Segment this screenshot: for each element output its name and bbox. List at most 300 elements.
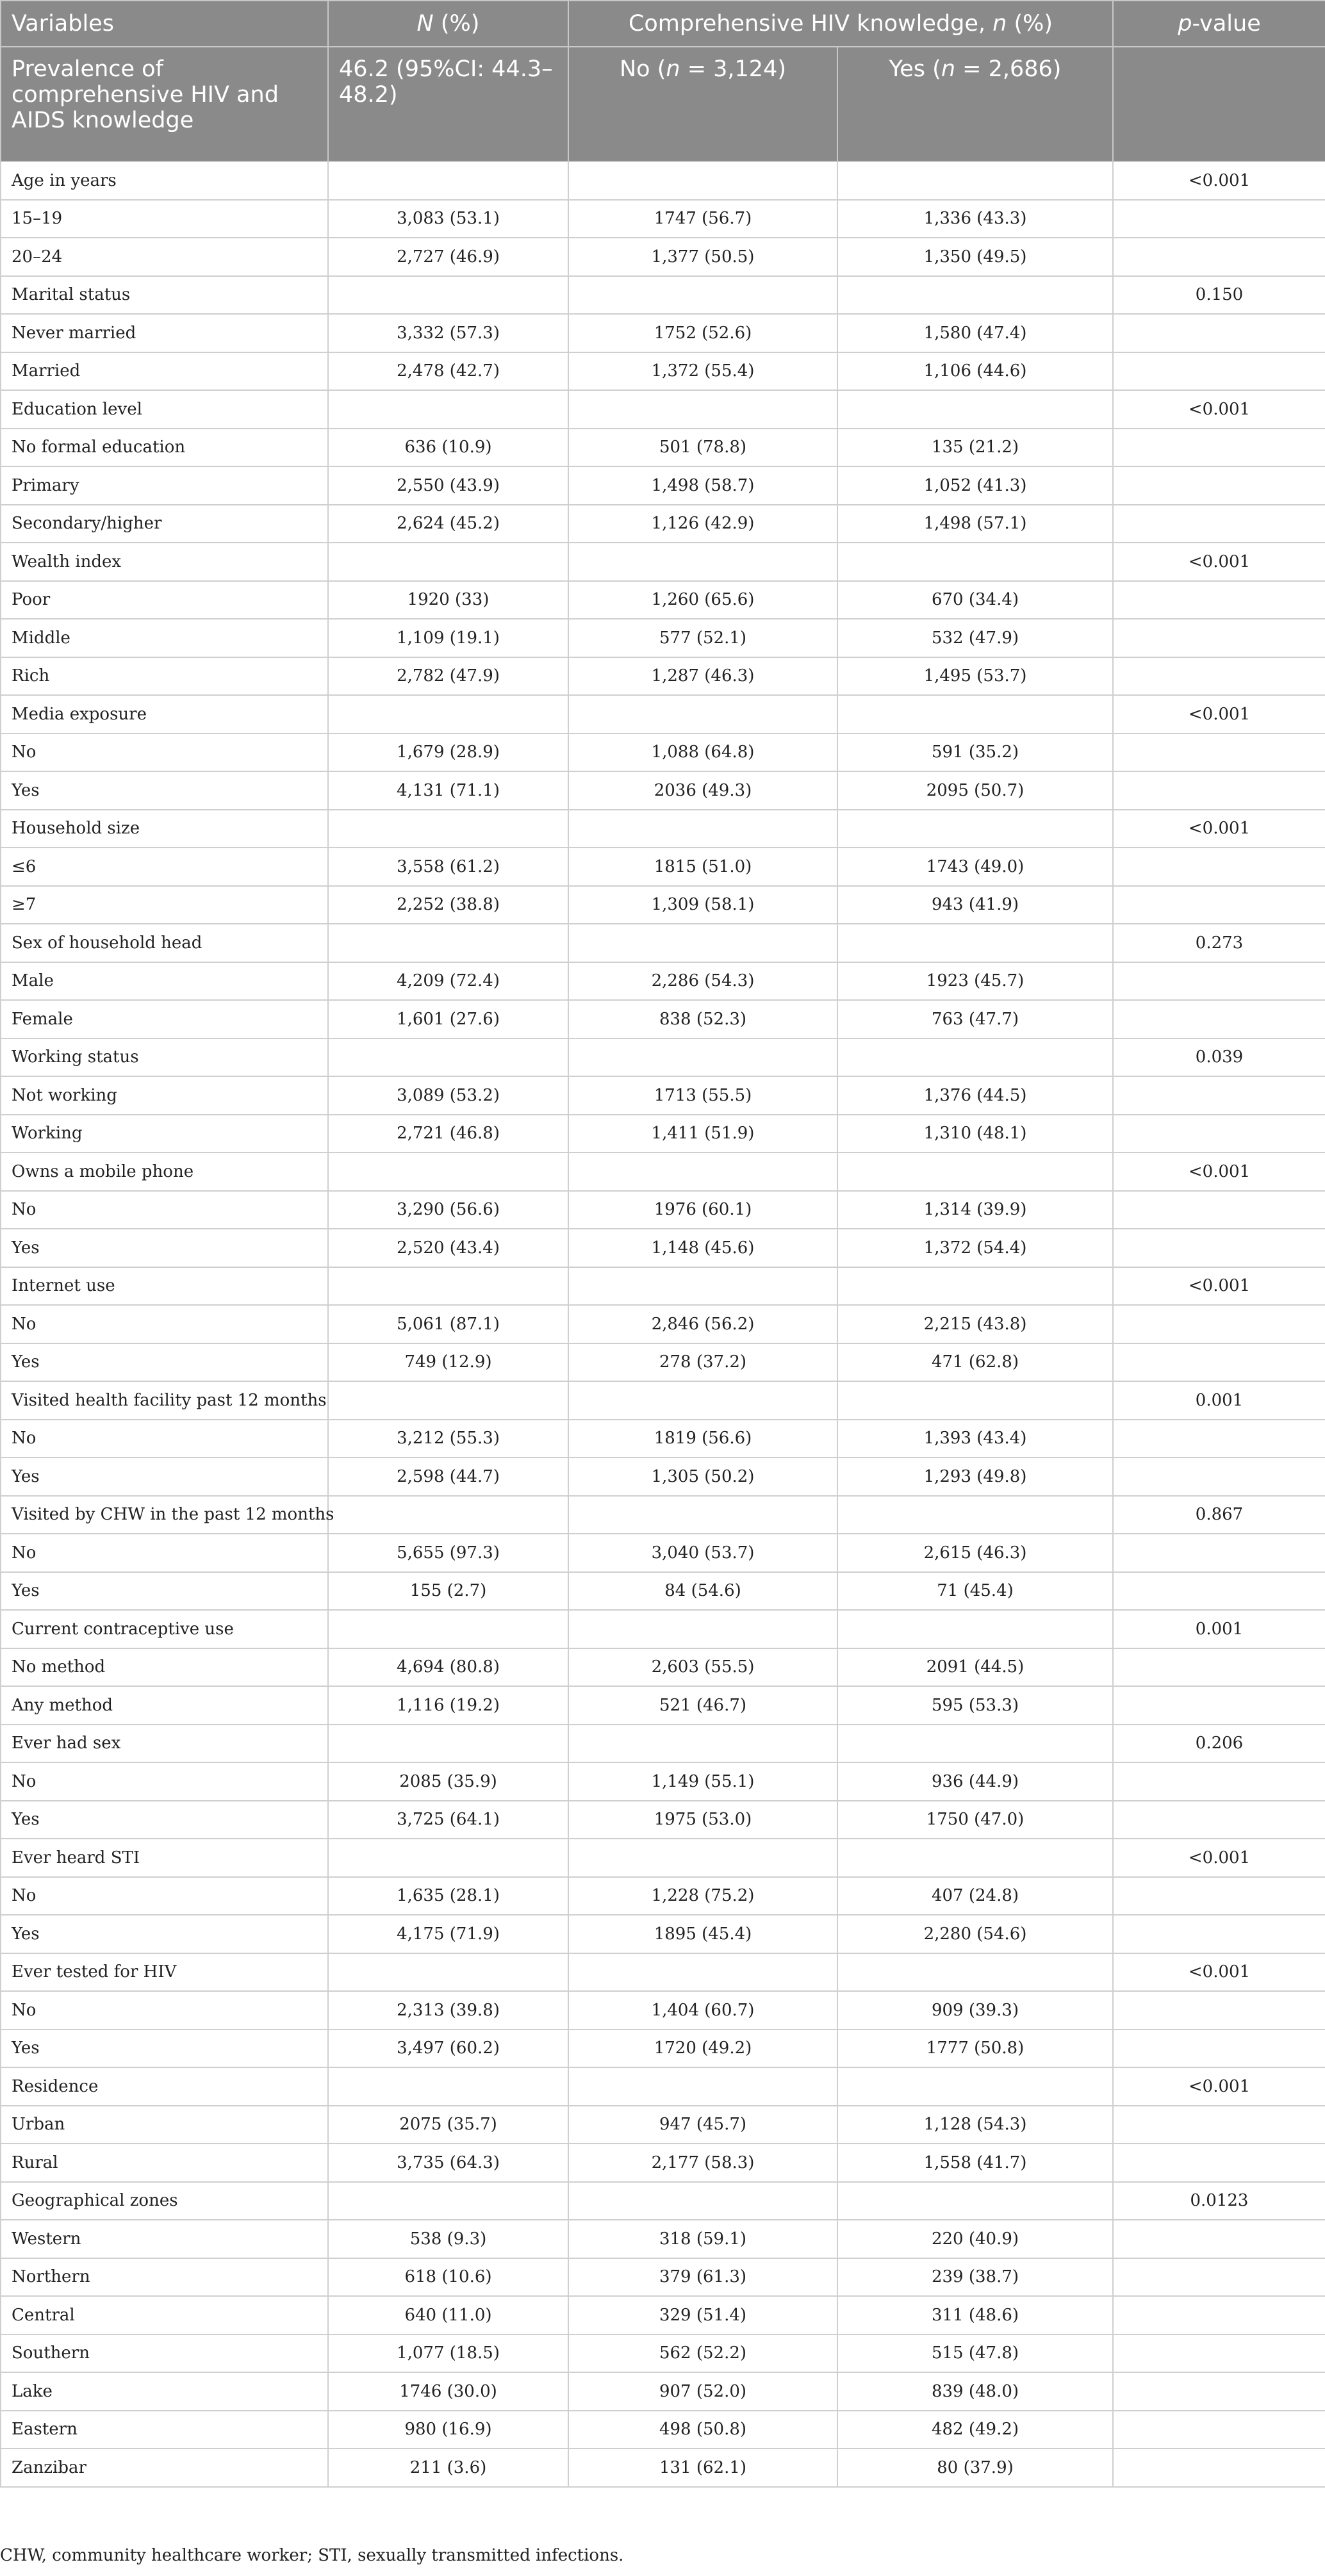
table-row bbox=[1, 1038, 1325, 1077]
table-footnote: CHW, community healthcare worker; STI, sexually transmitted infections. bbox=[0, 2546, 624, 2565]
cell-variable: Sex of household head bbox=[1, 924, 328, 962]
cell-variable: Geographical zones bbox=[1, 2182, 328, 2220]
cell-variable: No bbox=[1, 1762, 328, 1801]
cell-variable: Yes bbox=[1, 1572, 328, 1611]
table-row bbox=[1, 771, 1325, 810]
cell-variable: Female bbox=[1, 1000, 328, 1038]
cell-knowledge-yes: 1,498 (57.1) bbox=[837, 505, 1113, 543]
cell-knowledge-yes bbox=[837, 1953, 1113, 1992]
cell-knowledge-no: 1,088 (64.8) bbox=[568, 734, 837, 772]
cell-n-percent: 3,497 (60.2) bbox=[328, 2030, 568, 2068]
cell-knowledge-yes bbox=[837, 1153, 1113, 1191]
cell-p-value: <0.001 bbox=[1113, 1953, 1325, 1992]
cell-variable: No bbox=[1, 1877, 328, 1916]
cell-knowledge-no bbox=[568, 1725, 837, 1763]
cell-knowledge-yes: 1,393 (43.4) bbox=[837, 1420, 1113, 1458]
cell-n-percent: 4,694 (80.8) bbox=[328, 1648, 568, 1687]
cell-knowledge-yes: 1923 (45.7) bbox=[837, 962, 1113, 1001]
cell-p-value bbox=[1113, 1801, 1325, 1839]
cell-n-percent: 2,313 (39.8) bbox=[328, 1991, 568, 2030]
cell-variable: Rich bbox=[1, 657, 328, 696]
cell-knowledge-yes: 1777 (50.8) bbox=[837, 2030, 1113, 2068]
prevalence-label: Prevalence of comprehensive HIV and AIDS knowledge bbox=[1, 47, 328, 161]
cell-variable: Not working bbox=[1, 1076, 328, 1115]
table-row bbox=[1, 695, 1325, 734]
table-row bbox=[1, 1534, 1325, 1572]
cell-n-percent: 3,725 (64.1) bbox=[328, 1801, 568, 1839]
table-row bbox=[1, 962, 1325, 1001]
cell-p-value bbox=[1113, 238, 1325, 276]
cell-p-value: <0.001 bbox=[1113, 695, 1325, 734]
cell-variable: Residence bbox=[1, 2067, 328, 2106]
cell-knowledge-yes bbox=[837, 390, 1113, 429]
cell-variable: Yes bbox=[1, 1915, 328, 1953]
cell-knowledge-yes: 763 (47.7) bbox=[837, 1000, 1113, 1038]
table-row bbox=[1, 1305, 1325, 1343]
cell-n-percent: 538 (9.3) bbox=[328, 2220, 568, 2258]
header-empty-cell bbox=[1113, 47, 1325, 161]
cell-n-percent: 3,332 (57.3) bbox=[328, 314, 568, 352]
cell-p-value bbox=[1113, 1229, 1325, 1267]
cell-knowledge-no: 2,177 (58.3) bbox=[568, 2144, 837, 2182]
cell-knowledge-yes bbox=[837, 1038, 1113, 1077]
cell-p-value bbox=[1113, 2372, 1325, 2411]
cell-n-percent: 2085 (35.9) bbox=[328, 1762, 568, 1801]
cell-n-percent: 2,520 (43.4) bbox=[328, 1229, 568, 1267]
table-row bbox=[1, 657, 1325, 696]
cell-knowledge-no bbox=[568, 390, 837, 429]
cell-knowledge-yes: 1,106 (44.6) bbox=[837, 352, 1113, 391]
cell-variable: Household size bbox=[1, 810, 328, 848]
cell-knowledge-yes: 839 (48.0) bbox=[837, 2372, 1113, 2411]
cell-knowledge-yes bbox=[837, 1496, 1113, 1534]
cell-knowledge-no bbox=[568, 1610, 837, 1648]
cell-variable: Eastern bbox=[1, 2411, 328, 2449]
cell-knowledge-yes bbox=[837, 161, 1113, 200]
cell-knowledge-no: 2036 (49.3) bbox=[568, 771, 837, 810]
table-row bbox=[1, 2106, 1325, 2144]
cell-n-percent: 1,679 (28.9) bbox=[328, 734, 568, 772]
cell-knowledge-yes bbox=[837, 276, 1113, 315]
cell-n-percent bbox=[328, 1038, 568, 1077]
cell-p-value bbox=[1113, 200, 1325, 238]
cell-knowledge-no: 379 (61.3) bbox=[568, 2258, 837, 2297]
cell-knowledge-no: 1,309 (58.1) bbox=[568, 886, 837, 924]
table-body bbox=[1, 161, 1325, 2487]
cell-knowledge-yes: 239 (38.7) bbox=[837, 2258, 1113, 2297]
cell-variable: Zanzibar bbox=[1, 2449, 328, 2487]
cell-knowledge-yes bbox=[837, 1267, 1113, 1306]
cell-knowledge-yes bbox=[837, 924, 1113, 962]
cell-knowledge-no: 562 (52.2) bbox=[568, 2334, 837, 2373]
cell-n-percent bbox=[328, 2067, 568, 2106]
cell-knowledge-yes bbox=[837, 1381, 1113, 1420]
cell-n-percent: 5,655 (97.3) bbox=[328, 1534, 568, 1572]
cell-p-value bbox=[1113, 505, 1325, 543]
cell-n-percent: 1,077 (18.5) bbox=[328, 2334, 568, 2373]
cell-knowledge-no: 1,126 (42.9) bbox=[568, 505, 837, 543]
cell-variable: ≥7 bbox=[1, 886, 328, 924]
cell-n-percent: 3,089 (53.2) bbox=[328, 1076, 568, 1115]
cell-knowledge-no: 1,372 (55.4) bbox=[568, 352, 837, 391]
cell-variable: No bbox=[1, 734, 328, 772]
cell-variable: Ever had sex bbox=[1, 1725, 328, 1763]
cell-variable: Male bbox=[1, 962, 328, 1001]
cell-knowledge-no: 1,305 (50.2) bbox=[568, 1457, 837, 1496]
cell-knowledge-no: 1747 (56.7) bbox=[568, 200, 837, 238]
cell-variable: Wealth index bbox=[1, 543, 328, 581]
cell-knowledge-yes bbox=[837, 1839, 1113, 1877]
cell-variable: Yes bbox=[1, 1457, 328, 1496]
cell-p-value bbox=[1113, 962, 1325, 1001]
cell-knowledge-no bbox=[568, 1839, 837, 1877]
cell-p-value bbox=[1113, 1991, 1325, 2030]
cell-p-value bbox=[1113, 1457, 1325, 1496]
cell-knowledge-yes: 2,615 (46.3) bbox=[837, 1534, 1113, 1572]
cell-variable: Rural bbox=[1, 2144, 328, 2182]
cell-p-value bbox=[1113, 1534, 1325, 1572]
cell-knowledge-no: 278 (37.2) bbox=[568, 1343, 837, 1382]
cell-variable: No method bbox=[1, 1648, 328, 1687]
cell-variable: Internet use bbox=[1, 1267, 328, 1306]
table-row bbox=[1, 1915, 1325, 1953]
cell-n-percent: 2,252 (38.8) bbox=[328, 886, 568, 924]
cell-knowledge-no: 2,603 (55.5) bbox=[568, 1648, 837, 1687]
cell-p-value bbox=[1113, 1915, 1325, 1953]
cell-knowledge-yes: 595 (53.3) bbox=[837, 1686, 1113, 1725]
table-row bbox=[1, 314, 1325, 352]
cell-p-value bbox=[1113, 1762, 1325, 1801]
cell-knowledge-no bbox=[568, 276, 837, 315]
cell-n-percent bbox=[328, 276, 568, 315]
cell-knowledge-no: 1,149 (55.1) bbox=[568, 1762, 837, 1801]
cell-p-value bbox=[1113, 2334, 1325, 2373]
cell-variable: 15–19 bbox=[1, 200, 328, 238]
cell-knowledge-yes: 2,280 (54.6) bbox=[837, 1915, 1113, 1953]
cell-knowledge-yes: 80 (37.9) bbox=[837, 2449, 1113, 2487]
cell-variable: Working status bbox=[1, 1038, 328, 1077]
cell-variable: Urban bbox=[1, 2106, 328, 2144]
table-row bbox=[1, 276, 1325, 315]
cell-knowledge-no: 84 (54.6) bbox=[568, 1572, 837, 1611]
table-row bbox=[1, 2258, 1325, 2297]
cell-variable: Poor bbox=[1, 581, 328, 619]
cell-p-value bbox=[1113, 581, 1325, 619]
header-comprehensive-knowledge: Comprehensive HIV knowledge, n (%) bbox=[568, 1, 1113, 47]
cell-variable: ≤6 bbox=[1, 848, 328, 886]
cell-p-value bbox=[1113, 1877, 1325, 1916]
cell-knowledge-no: 1720 (49.2) bbox=[568, 2030, 837, 2068]
cell-knowledge-no bbox=[568, 1267, 837, 1306]
cell-knowledge-no: 1,498 (58.7) bbox=[568, 466, 837, 505]
cell-knowledge-no: 1975 (53.0) bbox=[568, 1801, 837, 1839]
table-row bbox=[1, 2411, 1325, 2449]
cell-p-value bbox=[1113, 734, 1325, 772]
cell-p-value bbox=[1113, 2144, 1325, 2182]
table-row bbox=[1, 390, 1325, 429]
cell-variable: Southern bbox=[1, 2334, 328, 2373]
cell-p-value bbox=[1113, 2106, 1325, 2144]
cell-knowledge-no: 1,260 (65.6) bbox=[568, 581, 837, 619]
cell-knowledge-no bbox=[568, 2067, 837, 2106]
cell-variable: Yes bbox=[1, 1343, 328, 1382]
cell-n-percent: 3,290 (56.6) bbox=[328, 1191, 568, 1229]
cell-knowledge-yes: 936 (44.9) bbox=[837, 1762, 1113, 1801]
cell-p-value bbox=[1113, 314, 1325, 352]
cell-knowledge-no bbox=[568, 1153, 837, 1191]
cell-p-value: <0.001 bbox=[1113, 1267, 1325, 1306]
cell-variable: Never married bbox=[1, 314, 328, 352]
table-row bbox=[1, 1420, 1325, 1458]
cell-p-value: 0.0123 bbox=[1113, 2182, 1325, 2220]
cell-n-percent: 211 (3.6) bbox=[328, 2449, 568, 2487]
cell-n-percent: 2,782 (47.9) bbox=[328, 657, 568, 696]
cell-knowledge-no bbox=[568, 1038, 837, 1077]
cell-n-percent: 4,209 (72.4) bbox=[328, 962, 568, 1001]
cell-knowledge-no bbox=[568, 543, 837, 581]
cell-knowledge-no: 838 (52.3) bbox=[568, 1000, 837, 1038]
cell-p-value: <0.001 bbox=[1113, 390, 1325, 429]
cell-knowledge-yes: 1,293 (49.8) bbox=[837, 1457, 1113, 1496]
cell-knowledge-yes: 471 (62.8) bbox=[837, 1343, 1113, 1382]
cell-p-value: <0.001 bbox=[1113, 543, 1325, 581]
cell-variable: No bbox=[1, 1534, 328, 1572]
cell-variable: Education level bbox=[1, 390, 328, 429]
table-row bbox=[1, 2372, 1325, 2411]
cell-variable: Yes bbox=[1, 2030, 328, 2068]
cell-knowledge-yes: 1,128 (54.3) bbox=[837, 2106, 1113, 2144]
cell-variable: Ever tested for HIV bbox=[1, 1953, 328, 1992]
cell-p-value: <0.001 bbox=[1113, 1153, 1325, 1191]
cell-knowledge-yes bbox=[837, 2067, 1113, 2106]
cell-knowledge-yes bbox=[837, 543, 1113, 581]
cell-variable: Any method bbox=[1, 1686, 328, 1725]
cell-knowledge-no bbox=[568, 1381, 837, 1420]
cell-p-value bbox=[1113, 1648, 1325, 1687]
cell-knowledge-no: 1752 (52.6) bbox=[568, 314, 837, 352]
table-row bbox=[1, 1991, 1325, 2030]
cell-p-value bbox=[1113, 619, 1325, 657]
cell-variable: Media exposure bbox=[1, 695, 328, 734]
cell-knowledge-yes: 515 (47.8) bbox=[837, 2334, 1113, 2373]
cell-knowledge-yes: 1,336 (43.3) bbox=[837, 200, 1113, 238]
table-row bbox=[1, 734, 1325, 772]
cell-p-value bbox=[1113, 2030, 1325, 2068]
table-row bbox=[1, 161, 1325, 200]
cell-knowledge-no: 1976 (60.1) bbox=[568, 1191, 837, 1229]
cell-knowledge-yes: 2095 (50.7) bbox=[837, 771, 1113, 810]
cell-n-percent: 1920 (33) bbox=[328, 581, 568, 619]
table-row bbox=[1, 505, 1325, 543]
cell-n-percent: 5,061 (87.1) bbox=[328, 1305, 568, 1343]
cell-p-value: <0.001 bbox=[1113, 2067, 1325, 2106]
table-row bbox=[1, 2182, 1325, 2220]
cell-knowledge-no: 3,040 (53.7) bbox=[568, 1534, 837, 1572]
cell-p-value bbox=[1113, 771, 1325, 810]
cell-knowledge-no: 1,411 (51.9) bbox=[568, 1115, 837, 1153]
cell-n-percent bbox=[328, 695, 568, 734]
cell-knowledge-no: 1819 (56.6) bbox=[568, 1420, 837, 1458]
cell-n-percent: 1,109 (19.1) bbox=[328, 619, 568, 657]
prevalence-row bbox=[1, 47, 1325, 161]
cell-knowledge-yes: 220 (40.9) bbox=[837, 2220, 1113, 2258]
table-row bbox=[1, 1953, 1325, 1992]
cell-p-value bbox=[1113, 2411, 1325, 2449]
cell-knowledge-no: 577 (52.1) bbox=[568, 619, 837, 657]
cell-n-percent bbox=[328, 1839, 568, 1877]
header-n-percent: N (%) bbox=[328, 1, 568, 47]
cell-n-percent bbox=[328, 924, 568, 962]
cell-knowledge-yes: 532 (47.9) bbox=[837, 619, 1113, 657]
table-row bbox=[1, 1115, 1325, 1153]
cell-variable: Yes bbox=[1, 771, 328, 810]
cell-knowledge-no bbox=[568, 695, 837, 734]
table-row bbox=[1, 1572, 1325, 1611]
cell-knowledge-yes bbox=[837, 1725, 1113, 1763]
table-row bbox=[1, 1000, 1325, 1038]
cell-p-value bbox=[1113, 1076, 1325, 1115]
table-row bbox=[1, 1191, 1325, 1229]
cell-p-value bbox=[1113, 2258, 1325, 2297]
cell-p-value: <0.001 bbox=[1113, 1839, 1325, 1877]
cell-knowledge-no bbox=[568, 924, 837, 962]
cell-variable: Primary bbox=[1, 466, 328, 505]
cell-n-percent bbox=[328, 2182, 568, 2220]
header-yes-group: Yes (n = 2,686) bbox=[837, 47, 1113, 161]
table-row bbox=[1, 2449, 1325, 2487]
table-row bbox=[1, 1153, 1325, 1191]
cell-variable: Western bbox=[1, 2220, 328, 2258]
cell-p-value bbox=[1113, 1000, 1325, 1038]
header-row bbox=[1, 1, 1325, 47]
cell-n-percent: 155 (2.7) bbox=[328, 1572, 568, 1611]
table-row bbox=[1, 2296, 1325, 2334]
cell-knowledge-no: 2,846 (56.2) bbox=[568, 1305, 837, 1343]
table-row bbox=[1, 1839, 1325, 1877]
cell-p-value: <0.001 bbox=[1113, 161, 1325, 200]
cell-knowledge-yes bbox=[837, 2182, 1113, 2220]
cell-knowledge-no: 947 (45.7) bbox=[568, 2106, 837, 2144]
cell-p-value bbox=[1113, 2220, 1325, 2258]
cell-n-percent: 3,735 (64.3) bbox=[328, 2144, 568, 2182]
cell-knowledge-yes: 2,215 (43.8) bbox=[837, 1305, 1113, 1343]
cell-n-percent bbox=[328, 1725, 568, 1763]
cell-p-value: 0.273 bbox=[1113, 924, 1325, 962]
cell-variable: No bbox=[1, 1991, 328, 2030]
cell-p-value bbox=[1113, 2449, 1325, 2487]
cell-knowledge-no bbox=[568, 161, 837, 200]
cell-variable: No bbox=[1, 1305, 328, 1343]
table-row bbox=[1, 1762, 1325, 1801]
cell-knowledge-yes: 482 (49.2) bbox=[837, 2411, 1113, 2449]
cell-p-value bbox=[1113, 352, 1325, 391]
cell-knowledge-yes: 1750 (47.0) bbox=[837, 1801, 1113, 1839]
cell-knowledge-no: 907 (52.0) bbox=[568, 2372, 837, 2411]
cell-variable: Middle bbox=[1, 619, 328, 657]
cell-knowledge-no: 1,404 (60.7) bbox=[568, 1991, 837, 2030]
cell-n-percent: 2,624 (45.2) bbox=[328, 505, 568, 543]
cell-knowledge-yes bbox=[837, 810, 1113, 848]
cell-knowledge-no: 521 (46.7) bbox=[568, 1686, 837, 1725]
cell-variable: No bbox=[1, 1420, 328, 1458]
cell-variable: Lake bbox=[1, 2372, 328, 2411]
cell-n-percent bbox=[328, 390, 568, 429]
cell-variable: Yes bbox=[1, 1801, 328, 1839]
cell-p-value bbox=[1113, 2296, 1325, 2334]
table-row bbox=[1, 810, 1325, 848]
cell-knowledge-yes: 1,372 (54.4) bbox=[837, 1229, 1113, 1267]
cell-n-percent: 640 (11.0) bbox=[328, 2296, 568, 2334]
cell-knowledge-yes: 407 (24.8) bbox=[837, 1877, 1113, 1916]
cell-p-value bbox=[1113, 848, 1325, 886]
cell-n-percent: 980 (16.9) bbox=[328, 2411, 568, 2449]
cell-n-percent: 2075 (35.7) bbox=[328, 2106, 568, 2144]
cell-n-percent: 2,721 (46.8) bbox=[328, 1115, 568, 1153]
table-row bbox=[1, 581, 1325, 619]
cell-n-percent bbox=[328, 1496, 568, 1534]
cell-knowledge-yes: 135 (21.2) bbox=[837, 429, 1113, 467]
cell-knowledge-no: 318 (59.1) bbox=[568, 2220, 837, 2258]
cell-n-percent: 3,558 (61.2) bbox=[328, 848, 568, 886]
cell-knowledge-yes: 943 (41.9) bbox=[837, 886, 1113, 924]
table-row bbox=[1, 238, 1325, 276]
cell-knowledge-no: 501 (78.8) bbox=[568, 429, 837, 467]
cell-knowledge-no: 131 (62.1) bbox=[568, 2449, 837, 2487]
table-row bbox=[1, 2144, 1325, 2182]
table-row bbox=[1, 200, 1325, 238]
table-row bbox=[1, 619, 1325, 657]
cell-variable: Working bbox=[1, 1115, 328, 1153]
cell-n-percent bbox=[328, 1381, 568, 1420]
table-row bbox=[1, 1610, 1325, 1648]
cell-knowledge-no: 1,377 (50.5) bbox=[568, 238, 837, 276]
cell-n-percent: 1,601 (27.6) bbox=[328, 1000, 568, 1038]
cell-n-percent bbox=[328, 1953, 568, 1992]
cell-p-value: 0.867 bbox=[1113, 1496, 1325, 1534]
cell-variable: Marital status bbox=[1, 276, 328, 315]
table-row bbox=[1, 352, 1325, 391]
cell-n-percent: 1746 (30.0) bbox=[328, 2372, 568, 2411]
prevalence-value: 46.2 (95%CI: 44.3–48.2) bbox=[328, 47, 568, 161]
cell-knowledge-no bbox=[568, 1496, 837, 1534]
cell-variable: Visited health facility past 12 months bbox=[1, 1381, 328, 1420]
table-header bbox=[1, 1, 1325, 161]
cell-n-percent: 636 (10.9) bbox=[328, 429, 568, 467]
cell-p-value: 0.206 bbox=[1113, 1725, 1325, 1763]
table-row bbox=[1, 1229, 1325, 1267]
cell-p-value bbox=[1113, 466, 1325, 505]
cell-p-value bbox=[1113, 1420, 1325, 1458]
table-row bbox=[1, 1877, 1325, 1916]
cell-knowledge-yes: 1743 (49.0) bbox=[837, 848, 1113, 886]
cell-p-value: <0.001 bbox=[1113, 810, 1325, 848]
cell-n-percent: 749 (12.9) bbox=[328, 1343, 568, 1382]
cell-variable: Married bbox=[1, 352, 328, 391]
cell-knowledge-no: 1713 (55.5) bbox=[568, 1076, 837, 1115]
table-row bbox=[1, 1343, 1325, 1382]
cell-n-percent bbox=[328, 543, 568, 581]
cell-variable: Current contraceptive use bbox=[1, 1610, 328, 1648]
cell-p-value bbox=[1113, 886, 1325, 924]
cell-n-percent bbox=[328, 1267, 568, 1306]
table-row bbox=[1, 2334, 1325, 2373]
cell-knowledge-no bbox=[568, 1953, 837, 1992]
cell-knowledge-no: 329 (51.4) bbox=[568, 2296, 837, 2334]
cell-knowledge-yes: 1,558 (41.7) bbox=[837, 2144, 1113, 2182]
cell-p-value: 0.150 bbox=[1113, 276, 1325, 315]
cell-p-value bbox=[1113, 1191, 1325, 1229]
header-no-group: No (n = 3,124) bbox=[568, 47, 837, 161]
